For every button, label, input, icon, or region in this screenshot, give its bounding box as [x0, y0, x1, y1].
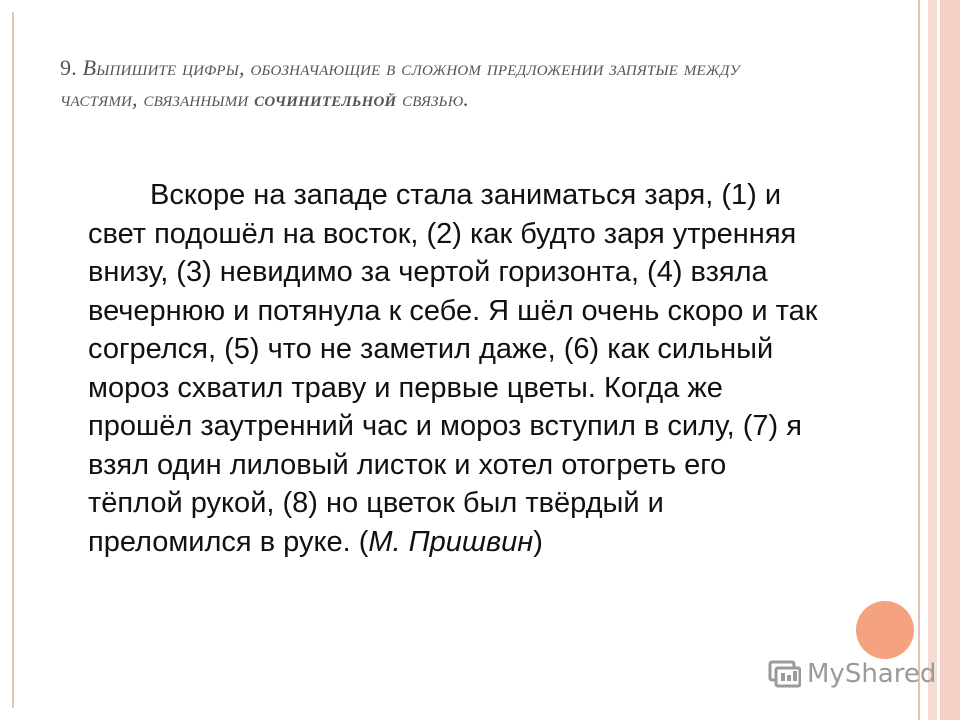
- exercise-body: Вскоре на западе стала заниматься заря, (1) и свет подошёл на восток, (2) как будто заря утренняя внизу, (3) невидимо за чертой горизонта, (4) взяла вечернюю и потянула к себе. Я шёл очень скоро и так согрелся, (5) что не заметил даже, (6) как сильный мороз схватил траву и первые цветы. Когда же прошёл заутренний час и мороз вступил в силу, (7) я взял один лиловый листок и хотел отогреть его тёплой рукой, (8) но цветок был твёрдый и преломился в руке. (: [88, 179, 818, 558]
- title-text-bold: сочинительной: [254, 86, 397, 111]
- author-name: М. Пришвин: [368, 525, 534, 558]
- title-text-part1: Выпишите цифры, обозначающие в сложном предложении запятые между частями, связанными: [60, 55, 740, 111]
- title-number: 9.: [60, 55, 77, 80]
- left-frame-line: [12, 12, 14, 708]
- title-text-part2: связью.: [396, 86, 470, 111]
- right-decorative-stripe: [928, 0, 960, 720]
- watermark: [767, 654, 936, 694]
- exercise-body-close: ): [533, 525, 543, 558]
- watermark-text: MyShared: [807, 659, 937, 689]
- exercise-text: [88, 176, 828, 561]
- decorative-circle: [856, 601, 914, 659]
- right-frame-line: [918, 0, 920, 720]
- myshared-logo-icon: [767, 657, 801, 691]
- slide-title: [60, 52, 820, 114]
